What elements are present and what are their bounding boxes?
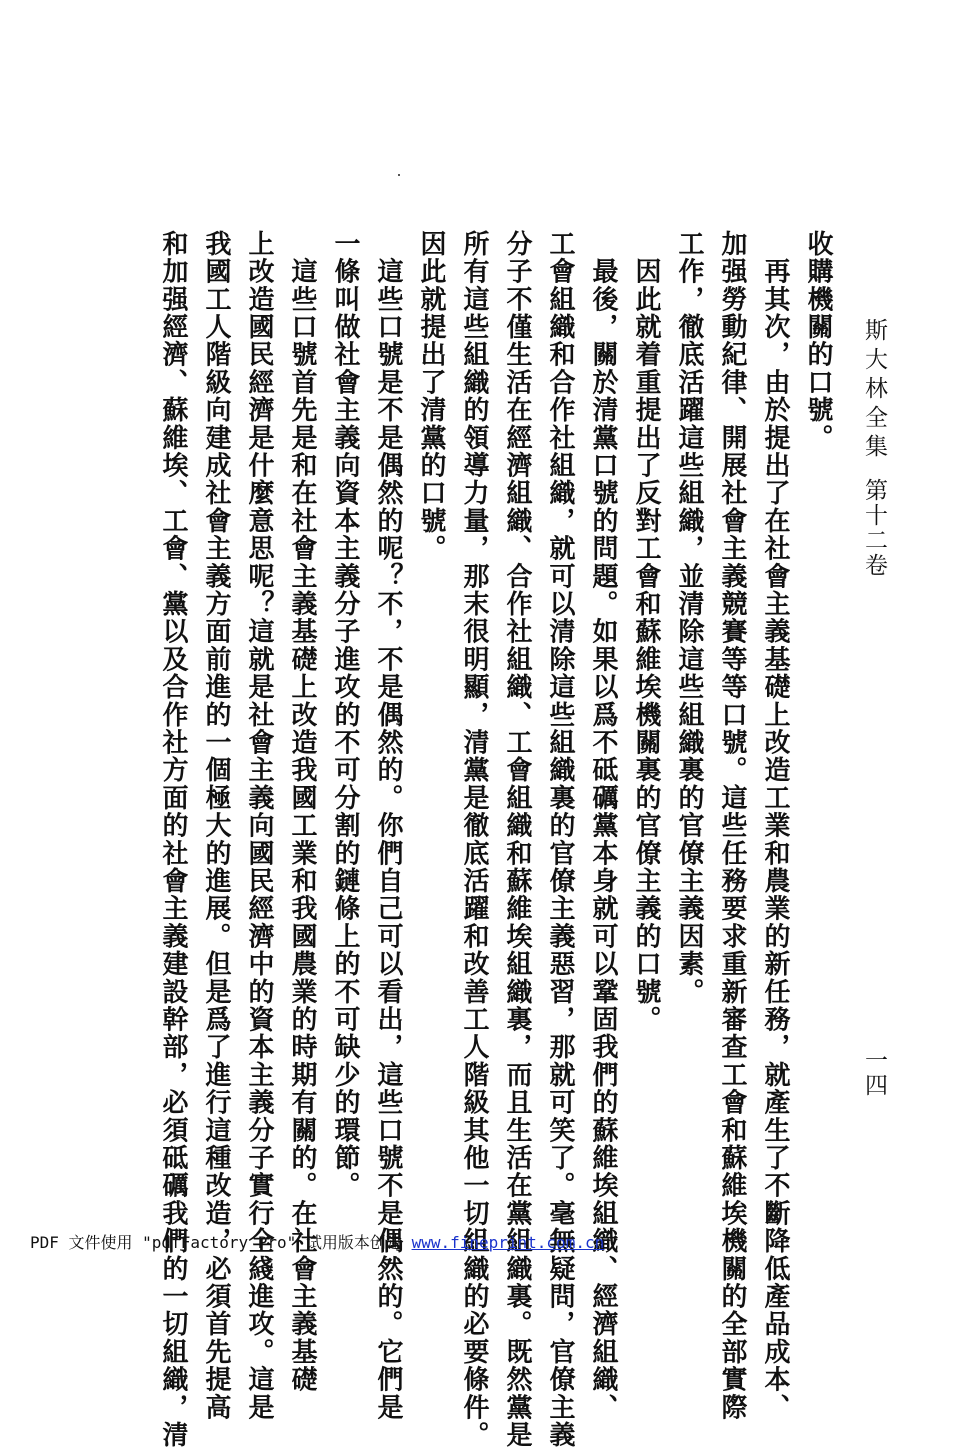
- text-column: 加强勞動紀律、開展社會主義競賽等等口號。這些任務要求重新審查工會和蘇維埃機關的全部實際: [717, 230, 747, 1422]
- running-header: [848, 318, 894, 1218]
- text-column: 因此就着重提出了反對工會和蘇維埃機關裏的官僚主義的口號。: [631, 230, 661, 1034]
- text-column: 上改造國民經濟是什麼意思呢？這就是社會主義向國民經濟中的資本主義分子實行全綫進攻。這是: [244, 230, 274, 1422]
- text-column: 一條叫做社會主義向資本主義分子進攻的不可分割的鏈條上的不可缺少的環節。: [330, 230, 360, 1200]
- book-title: 斯大林全集: [861, 318, 887, 463]
- scan-speck: [398, 174, 400, 176]
- pdf-footer: [30, 1230, 604, 1254]
- text-column: 收購機關的口號。: [803, 230, 833, 452]
- footer-text: PDF 文件使用 "pdfFactory Pro" 试用版本创建: [30, 1233, 412, 1252]
- text-column: 工會組織和合作社組織，就可以清除這些組織裏的官僚主義惡習，那就可笑了。毫無疑問，官僚主義: [545, 230, 575, 1449]
- text-column: 分子不僅生活在經濟組織、合作社組織、工會組織和蘇維埃組織裏，而且生活在黨組織裏。既然黨是: [502, 230, 532, 1449]
- text-column: 工作，徹底活躍這些組織，並清除這些組織裏的官僚主義因素。: [674, 230, 704, 1006]
- page-number: 一四: [861, 1048, 887, 1098]
- text-column: 這些口號是不是偶然的呢？不，不是偶然的。你們自己可以看出，這些口號不是偶然的。它們是: [373, 230, 403, 1422]
- text-column: 最後，關於清黨口號的問題。如果以爲不砥礪黨本身就可以鞏固我們的蘇維埃組織、經濟組織、: [588, 230, 618, 1422]
- footer-link[interactable]: www.fineprint.com.cn: [411, 1233, 605, 1252]
- text-column: 因此就提出了清黨的口號。: [416, 230, 446, 563]
- volume-label: 第十二卷: [861, 478, 887, 578]
- text-column: 這些口號首先是和在社會主義基礎上改造我國工業和我國農業的時期有關的。在社會主義基礎: [287, 230, 317, 1394]
- text-column: 我國工人階級向建成社會主義方面前進的一個極大的進展。但是爲了進行這種改造，必須首先提高: [201, 230, 231, 1422]
- text-column: 所有這些組織的領導力量，那末很明顯，清黨是徹底活躍和改善工人階級其他一切組織的必要條件。: [459, 230, 489, 1449]
- text-column: 和加强經濟、蘇維埃、工會、黨以及合作社方面的社會主義建設幹部，必須砥礪我們的一切組織，清: [158, 230, 188, 1449]
- text-column: 再其次，由於提出了在社會主義基礎上改造工業和農業的新任務，就產生了不斷降低產品成本、: [760, 230, 790, 1422]
